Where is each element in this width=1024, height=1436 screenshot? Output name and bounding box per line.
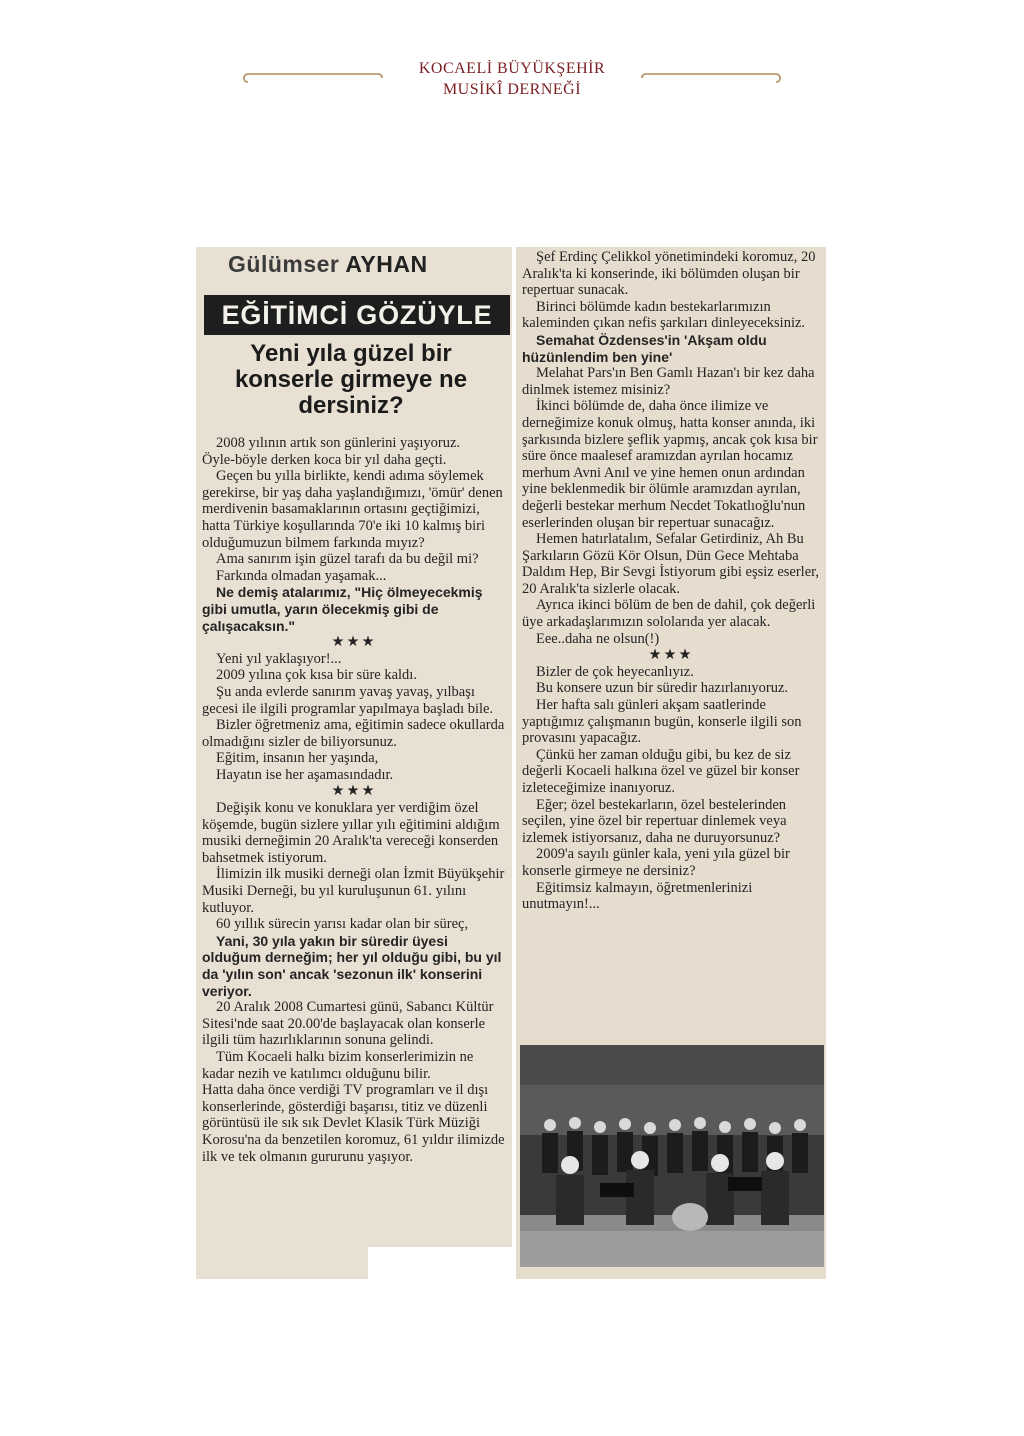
paragraph: Bu konsere uzun bir süredir hazırlanıyoruz. (536, 680, 789, 697)
paragraph: Birinci bölümde kadın bestekarlarımızın kaleminden çıkan nefis şarkıları dinleyeceksiniz. (522, 298, 806, 332)
left-column (196, 247, 512, 1279)
choir-photo-icon (520, 1045, 824, 1267)
paragraph: Hayatın ise her aşamasındadır. (216, 766, 394, 783)
headline: Yeni yıla güzel bir konserle girmeye ne dersiniz? (234, 340, 468, 419)
paragraph: ★★★ (331, 783, 377, 800)
paragraph: 2009 yılına çok kısa bir süre kaldı. (216, 667, 417, 684)
right-body-text (522, 249, 820, 913)
paragraph: Melahat Pars'ın Ben Gamlı Hazan'ı bir kez daha dinlmek istemez misiniz? (522, 365, 815, 398)
paragraph: Bizler öğretmeniz ama, eğitimin sadece okullarda olmadığını sizler de biliyorsunuz. (202, 717, 505, 750)
paragraph: Semahat Özdenses'in 'Akşam oldu hüzünlendim ben yine' (522, 331, 767, 365)
paragraph: Hatta daha önce verdiği TV programları ve il dışı konserlerinde, gösterdiği başarısı, titiz ve düzenli görüntüsü ile sık sık Devlet Klasik Türk Müziği Korosu'na da benzetilen koromuz, 61 yıldır ilimizde ilk ve tek olmanın gururunu yaşıyor. (202, 1082, 505, 1165)
newspaper-clipping (196, 247, 830, 1279)
paragraph: Ne demiş atalarımız, "Hiç ölmeyecekmiş gibi umutla, yarın ölecekmiş gibi de çalışacaksın." (202, 584, 483, 634)
concert-photo (520, 1045, 824, 1267)
paragraph: Yani, 30 yıla yakın bir süredir üyesi olduğum derneğim; her yıl olduğu gibi, bu yıl da 'yılın son' ancak 'sezonun ilk' konserini veriyor. (202, 932, 502, 999)
author-last-name: AYHAN (345, 251, 428, 277)
right-ornament-icon (640, 72, 782, 86)
paragraph: Eğer; özel bestekarların, özel bestelerinden seçilen, yine özel bir repertuar dinlemek veya izlemek istiyorsanız, daha ne duruyorsunuz? (522, 796, 787, 846)
org-name-line1: KOCAELİ BÜYÜKŞEHİR (418, 60, 606, 77)
paragraph: Yeni yıl yaklaşıyor!... (216, 650, 342, 667)
paragraph: ★★★ (331, 634, 377, 651)
paragraph: Ama sanırım işin güzel tarafı da bu değil mi? (216, 551, 479, 568)
paragraph: Bizler de çok heyecanlıyız. (536, 663, 694, 680)
paragraph: Eğitim, insanın her yaşında, (216, 750, 379, 767)
page-header (0, 52, 1024, 112)
paragraph: Tüm Kocaeli halkı bizim konserlerimizin ne kadar nezih ve katılımcı olduğunu bilir. (202, 1048, 474, 1082)
paragraph: Öyle-böyle derken koca bir yıl daha geçti. (202, 451, 447, 468)
paragraph: 2009'a sayılı günler kala, yeni yıla güzel bir konserle girmeye ne dersiniz? (522, 846, 790, 879)
paragraph: 2008 yılının artık son günlerini yaşıyoruz. (216, 435, 461, 451)
column-banner: EĞİTİMCİ GÖZÜYLE (204, 295, 510, 335)
clipping-cutout (368, 1247, 512, 1279)
paragraph: İkinci bölümde de, daha önce ilimize ve derneğimize konuk olmuş, hatta konser anında, iki şarkısında bizlere şeflik yapmış, ancak çok kısa bir süre önce maalesef aramızdan ayrılan hocamız merhum Avni Anıl ve yine hemen onun ardından yine beklenmedik bir ölümle aramızdan ayrılan, değerli bestekar merhum Necdet Tokatlıoğlu'nun eserlerinden oluşan bir repertuar sunacağız. (522, 398, 818, 531)
paragraph: ★★★ (648, 647, 694, 664)
paragraph: Her hafta salı günleri akşam saatlerinde yaptığımız çalışmanın bugün, konserle ilgili son provasını yapacağız. (522, 697, 802, 747)
paragraph: Değişik konu ve konuklara yer verdiğim özel köşemde, bugün sizlere yıllar yılı eğitimini aldığım musiki derneğimin 20 Aralık'ta vereceği konserden bahsetmek istiyorum. (202, 800, 500, 866)
paragraph: İlimizin ilk musiki derneği olan İzmit Büyükşehir Musiki Derneği, bu yıl kuruluşunun 61. yılını kutluyor. (202, 866, 505, 916)
left-body-text (202, 435, 506, 1165)
paragraph: 60 yıllık sürecin yarısı kadar olan bir süreç, (216, 916, 469, 933)
author-name (228, 251, 428, 278)
paragraph: Ayrıca ikinci bölüm de ben de dahil, çok değerli üye arkadaşlarımızın sololarıda yer alacak. (522, 597, 816, 631)
paragraph: Eee..daha ne olsun(!) (536, 630, 660, 647)
paragraph: Farkında olmadan yaşamak... (216, 567, 387, 584)
paragraph: Şef Erdinç Çelikkol yönetimindeki koromuz, 20 Aralık'ta ki konserinde, iki bölümden oluşan bir repertuar sunacak. (522, 249, 816, 299)
paragraph: Şu anda evlerde sanırım yavaş yavaş, yılbaşı gecesi ile ilgili programlar yapılmaya başladı bile. (202, 683, 494, 717)
paragraph: Çünkü her zaman olduğu gibi, bu kez de siz değerli Kocaeli halkına özel ve güzel bir konser izleteceğimize inanıyoruz. (522, 746, 800, 796)
paragraph: 20 Aralık 2008 Cumartesi günü, Sabancı Kültür Sitesi'nde saat 20.00'de başlayacak olan konserle ilgili tüm hazırlıklarının sonuna gelindi. (202, 999, 494, 1049)
author-first-name: Gülümser (228, 251, 340, 277)
paragraph: Eğitimsiz kalmayın, öğretmenlerinizi unutmayın!... (522, 879, 753, 913)
paragraph: Hemen hatırlatalım, Sefalar Getirdiniz, Ah Bu Şarkıların Gözü Kör Olsun, Dün Gece Mehtaba Daldım Hep, Bir Sevgi İstiyorum gibi eşsiz eserler, 20 Aralık'ta sizlerle olacak. (522, 531, 820, 597)
paragraph: Geçen bu yılla birlikte, kendi adıma söylemek gerekirse, bir yaş daha yaşlandığımızı, 'ömür' denen merdivenin basamaklarının ortasını geçtiğimizi, hatta Türkiye koşullarında 70'e iki 10 kalmış biri olduğumuzun bilmem farkında mıyız? (202, 468, 503, 551)
org-name-line2: MUSİKÎ DERNEĞİ (442, 81, 582, 98)
